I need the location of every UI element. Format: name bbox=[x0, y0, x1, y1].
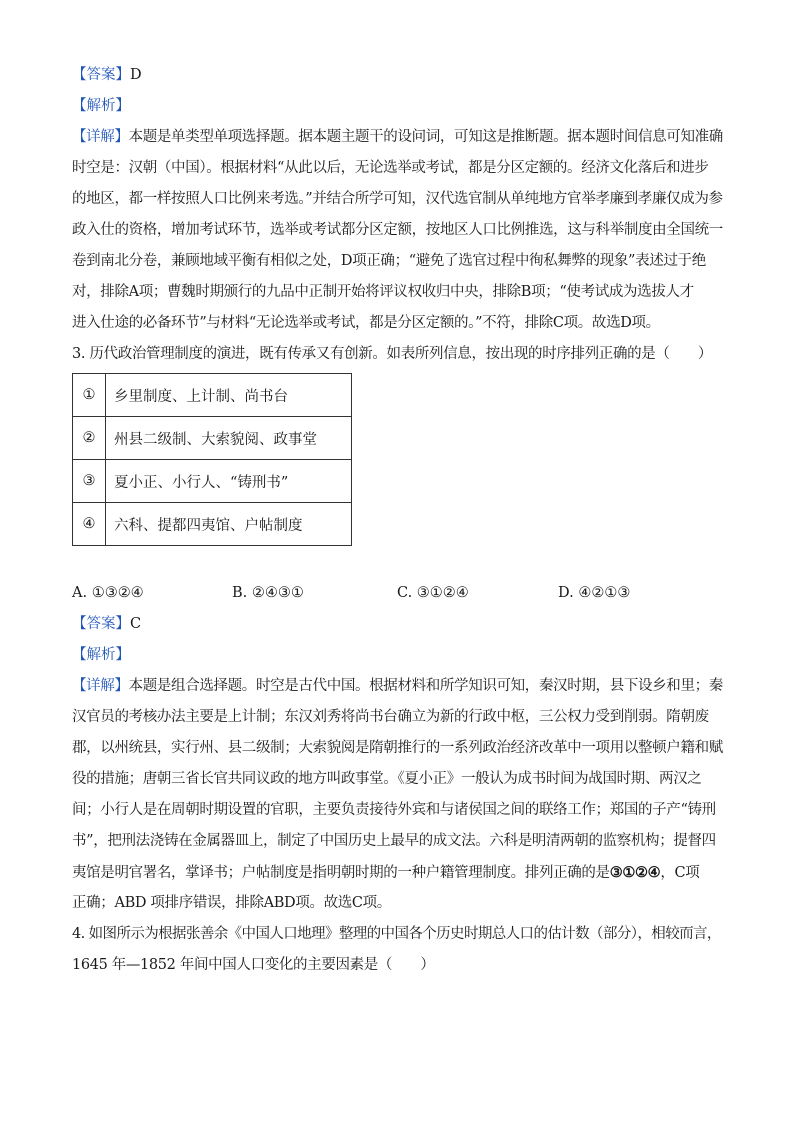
choice-d: D. ④②①③ bbox=[558, 585, 631, 601]
row-text: 六科、提都四夷馆、户帖制度 bbox=[106, 503, 352, 546]
table-row bbox=[73, 374, 352, 417]
analysis-tag: 【解析】 bbox=[72, 647, 130, 663]
choice-a: A. ①③②④ bbox=[72, 585, 144, 601]
paragraph-line: 对，排除A项；曹魏时期颁行的九品中正制开始将评议权收归中央，排除B项；“使考试成为选拔人才 bbox=[72, 284, 694, 300]
options-table bbox=[72, 373, 352, 546]
row-number: ① bbox=[73, 374, 106, 417]
row-text: 州县二级制、大索貌阅、政事堂 bbox=[106, 417, 352, 460]
row-text: 乡里制度、上计制、尚书台 bbox=[106, 374, 352, 417]
row-number: ② bbox=[73, 417, 106, 460]
q3-analysis-line bbox=[72, 640, 732, 671]
paragraph-text: ，C项 bbox=[660, 865, 700, 881]
q2-answer-line bbox=[72, 60, 732, 91]
row-number: ③ bbox=[73, 460, 106, 503]
paragraph-line: 书”，把刑法浇铸在金属器皿上，制定了中国历史上最早的成文法。六科是明清两朝的监察机构；提督四 bbox=[72, 833, 716, 849]
q2-detail-line bbox=[72, 122, 732, 153]
paragraph-line: 进入仕途的必备环节”与材料“无论选举或考试，都是分区定额的。”不符，排除C项。故选D项。 bbox=[72, 315, 660, 331]
q4-stem-line: 4. 如图所示为根据张善余《中国人口地理》整理的中国各个历史时期总人口的估计数（部分），相较而言， bbox=[72, 926, 721, 942]
paragraph-line: 正确；ABD 项排序错误，排除ABD项。故选C项。 bbox=[72, 895, 391, 911]
paragraph-line: 役的措施；唐朝三省长官共同议政的地方叫政事堂。《夏小正》一般认为成书时间为战国时期、两汉之 bbox=[72, 771, 702, 787]
q3-stem: 3. 历代政治管理制度的演进，既有传承又有创新。如表所列信息，按出现的时序排列正确的是（ ） bbox=[72, 346, 712, 362]
paragraph-line: 郡，以州统县，实行州、县二级制；大索貌阅是隋朝推行的一系列政治经济改革中一项用以整顿户籍和赋 bbox=[72, 740, 723, 756]
paragraph-line: 时空是：汉朝（中国）。根据材料“从此以后，无论选举或考试，都是分区定额的。经济文化落后和进步 bbox=[72, 160, 709, 176]
row-number: ④ bbox=[73, 503, 106, 546]
paragraph-text: 本题是单类型单项选择题。据本题主题干的设问词，可知这是推断题。据本题时间信息可知准确 bbox=[128, 129, 723, 145]
answer-tag: 【答案】 bbox=[72, 67, 130, 83]
paragraph-line: 汉官员的考核办法主要是上计制；东汉刘秀将尚书台确立为新的行政中枢，三公权力受到削弱。隋朝废 bbox=[72, 709, 709, 725]
document-page bbox=[72, 60, 732, 981]
answer-value: C bbox=[130, 616, 142, 632]
q3-detail-line bbox=[72, 671, 732, 702]
paragraph-line: 卷到南北分卷，兼顾地域平衡有相似之处，D项正确；“避免了选官过程中徇私舞弊的现象”表述过于绝 bbox=[72, 253, 706, 269]
detail-tag: 【详解】 bbox=[72, 129, 129, 145]
q3-answer-line bbox=[72, 609, 732, 640]
paragraph-line: 间；小行人是在周朝时期设置的官职，主要负责接待外宾和与诸侯国之间的联络工作；郑国的子产“铸刑 bbox=[72, 802, 716, 818]
answer-tag: 【答案】 bbox=[72, 616, 130, 632]
choice-b: B. ②④③① bbox=[232, 585, 304, 601]
q2-analysis-line bbox=[72, 91, 732, 122]
paragraph-line bbox=[72, 857, 732, 888]
answer-choices bbox=[72, 578, 732, 609]
table-row bbox=[73, 460, 352, 503]
q4-stem-line: 1645 年—1852 年间中国人口变化的主要因素是（ ） bbox=[72, 957, 435, 973]
answer-value: D bbox=[130, 67, 142, 83]
row-text: 夏小正、小行人、“铸刑书” bbox=[106, 460, 352, 503]
correct-order: ③①②④ bbox=[609, 864, 661, 881]
paragraph-line: 政入仕的资格，增加考试环节，选举或考试都分区定额，按地区人口比例推选，这与科举制度由全国统一 bbox=[72, 222, 723, 238]
paragraph-text: 本题是组合选择题。时空是古代中国。根据材料和所学知识可知，秦汉时期，县下设乡和里；秦 bbox=[128, 678, 723, 694]
analysis-tag: 【解析】 bbox=[72, 98, 130, 114]
detail-tag: 【详解】 bbox=[72, 678, 129, 694]
table-row bbox=[73, 503, 352, 546]
choice-c: C. ③①②④ bbox=[397, 585, 469, 601]
paragraph-line: 的地区，都一样按照人口比例来考选。”并结合所学可知，汉代选官制从单纯地方官举孝廉到孝廉仅成为参 bbox=[72, 191, 723, 207]
paragraph-text: 夷馆是明官署名，掌译书；户帖制度是指明朝时期的一种户籍管理制度。排列正确的是 bbox=[72, 865, 610, 881]
table-row bbox=[73, 417, 352, 460]
